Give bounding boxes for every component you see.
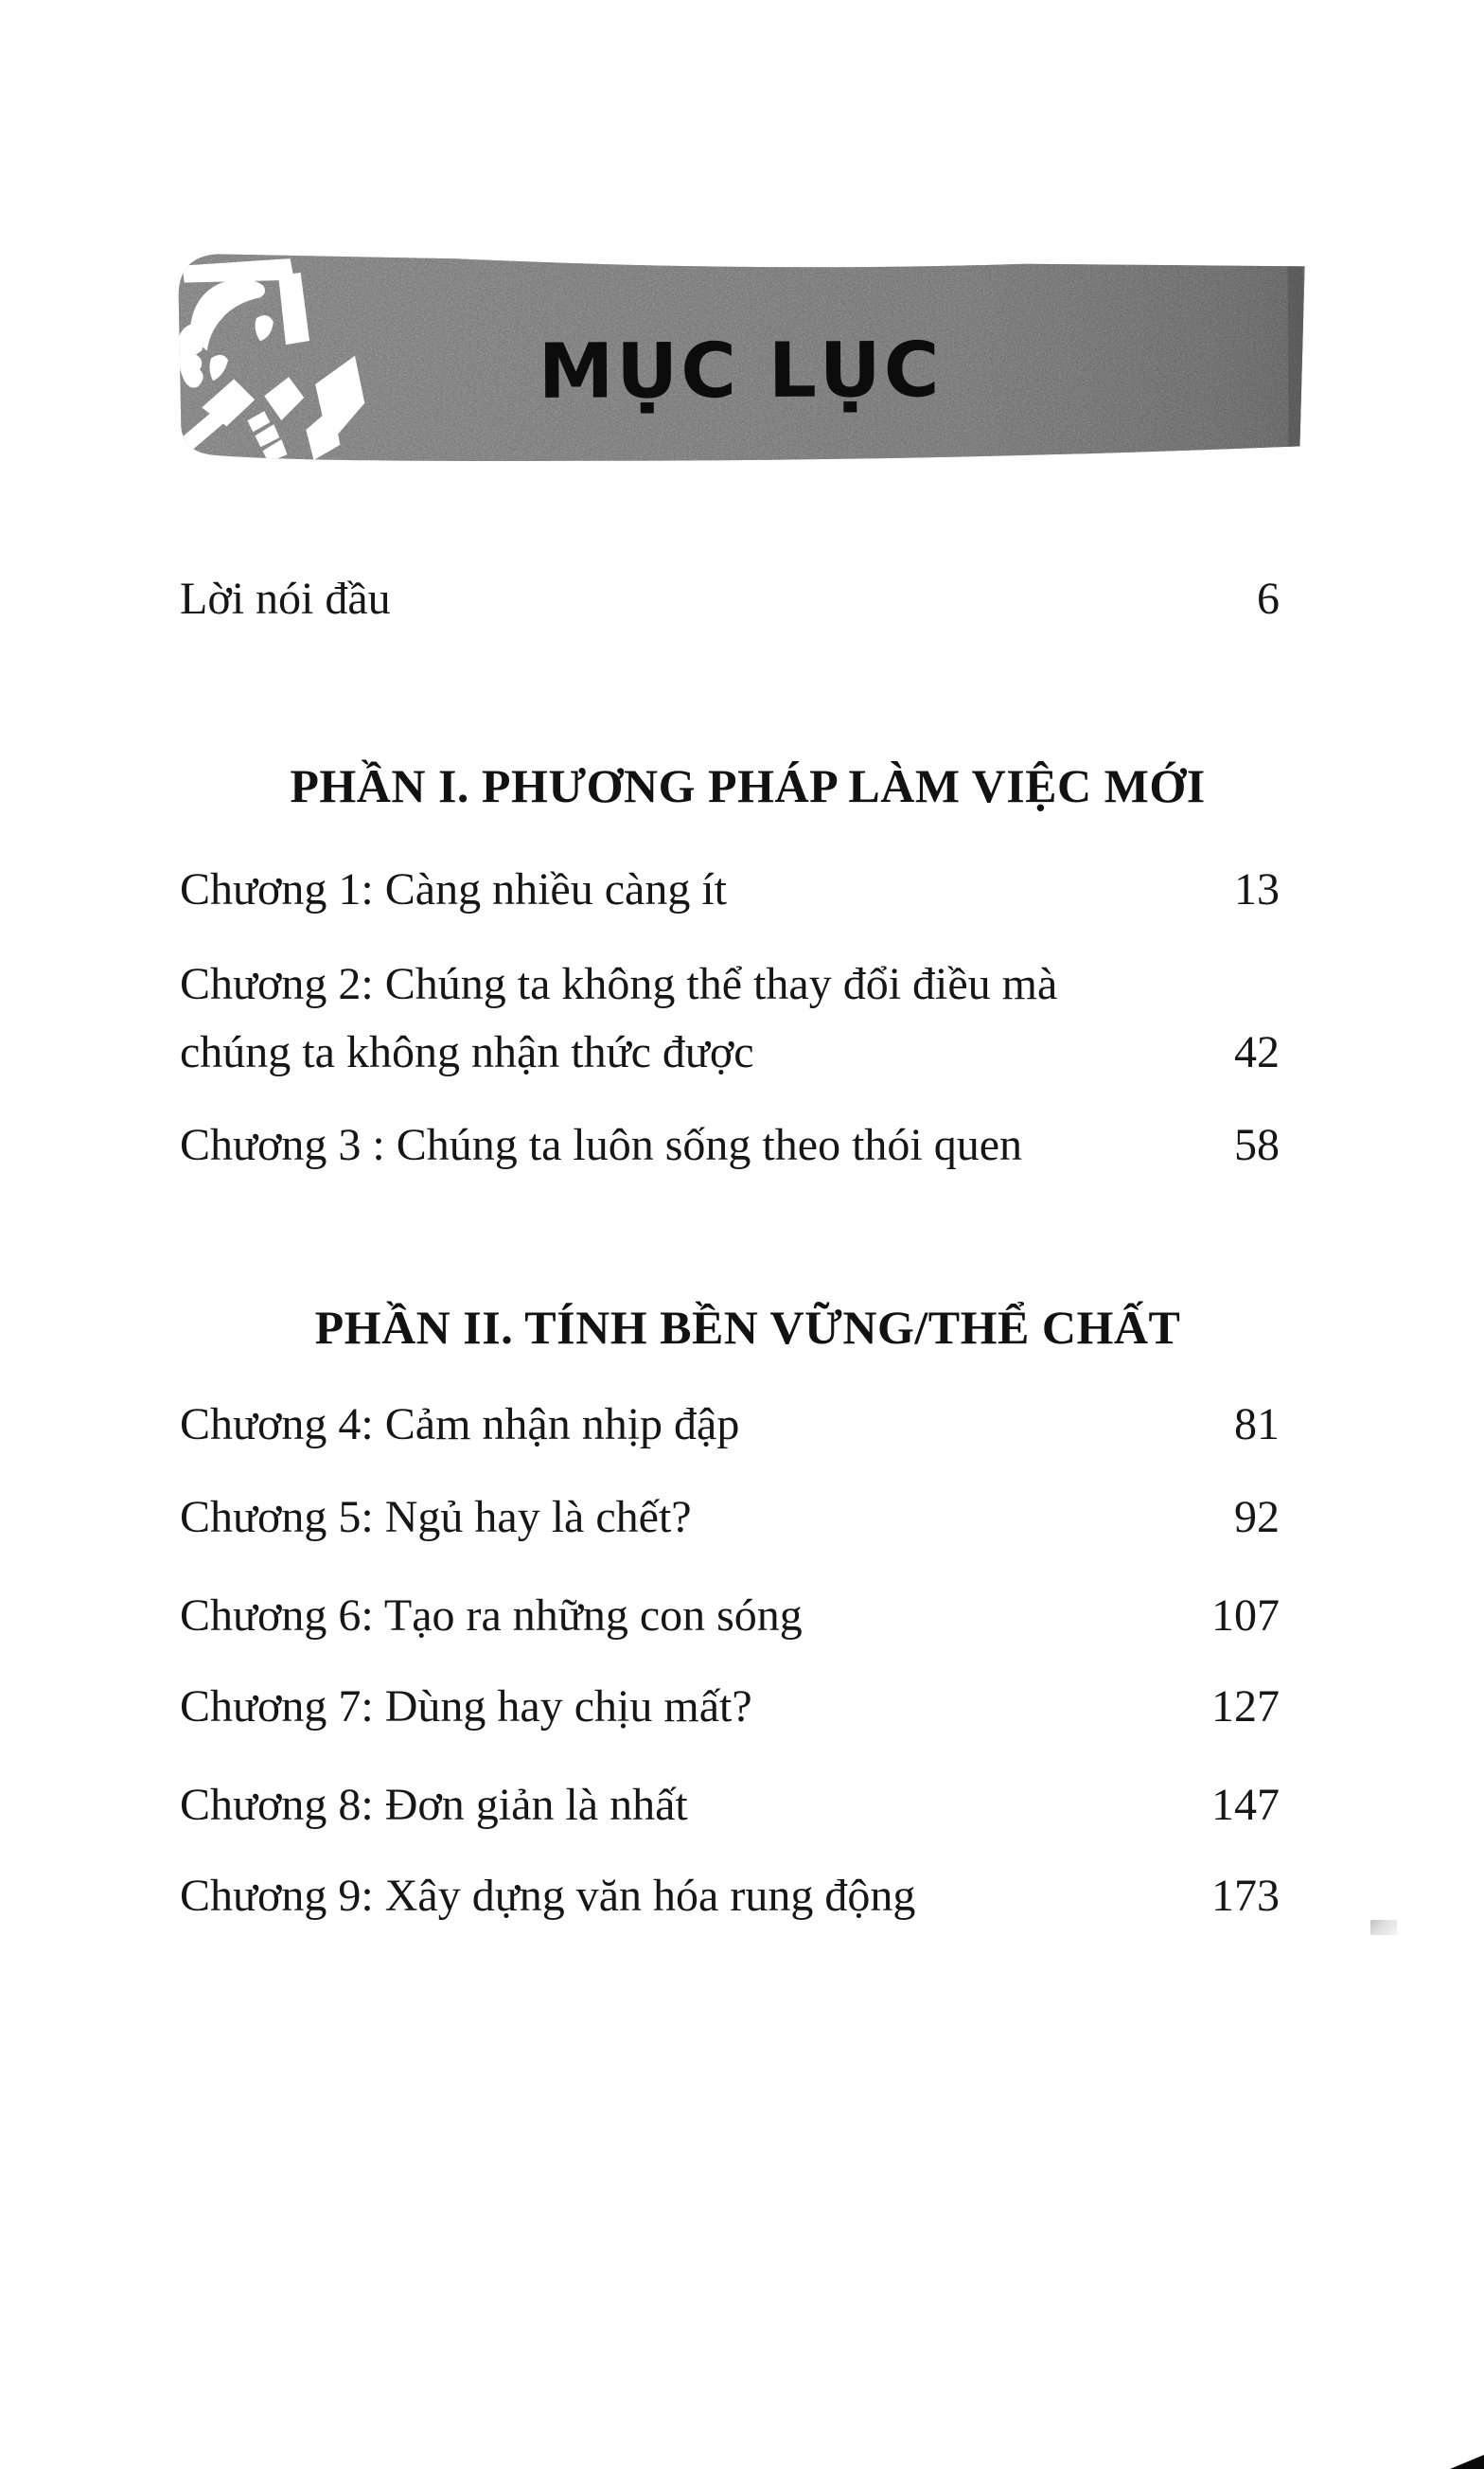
toc-title: Lời nói đầu [180, 574, 391, 624]
toc-page-number: 92 [1234, 1492, 1280, 1542]
banner-title: MỤC LỤC [538, 326, 943, 416]
toc-row-chapter-4 [180, 1394, 1280, 1455]
toc-title: Chương 6: Tạo ra những con sóng [180, 1590, 803, 1641]
toc-row-chapter-1 [180, 860, 1280, 920]
toc-row-chapter-6 [180, 1586, 1280, 1646]
toc-title: Chương 4: Cảm nhận nhịp đập [180, 1399, 740, 1449]
toc-page-number: 107 [1211, 1590, 1280, 1641]
section-heading-part-2: PHẦN II. TÍNH BỀN VỮNG/THỂ CHẤT [314, 1301, 1181, 1354]
toc-title-line-1: Chương 2: Chúng ta không thể thay đổi điều mà [180, 959, 1058, 1009]
page-corner-artifact [1450, 2455, 1484, 2469]
toc-row-chapter-8 [180, 1775, 1280, 1836]
toc-title-line-2: chúng ta không nhận thức được [180, 1027, 754, 1077]
toc-row-chapter-5 [180, 1487, 1280, 1548]
header-banner [172, 240, 1307, 464]
section-heading-part-1: PHẦN I. PHƯƠNG PHÁP LÀM VIỆC MỚI [290, 759, 1206, 812]
toc-title: Chương 5: Ngủ hay là chết? [180, 1492, 692, 1542]
toc-title: Chương 9: Xây dựng văn hóa rung động [180, 1871, 916, 1921]
toc-page-number: 13 [1234, 864, 1280, 915]
toc-page-number: 42 [1234, 1027, 1280, 1077]
toc-row-chapter-7 [180, 1677, 1280, 1737]
toc-row-front-matter [180, 569, 1280, 630]
toc-row-chapter-9 [180, 1866, 1280, 1927]
toc-page-number: 173 [1211, 1871, 1280, 1921]
toc-page-number: 6 [1257, 574, 1280, 624]
toc-title: Chương 3 : Chúng ta luôn sống theo thói quen [180, 1120, 1023, 1170]
toc-title: Chương 1: Càng nhiều càng ít [180, 864, 727, 915]
toc-title: Chương 7: Dùng hay chịu mất? [180, 1681, 752, 1732]
toc-row-chapter-3 [180, 1115, 1280, 1176]
toc-title: Chương 8: Đơn giản là nhất [180, 1780, 688, 1830]
toc-page-number: 81 [1234, 1399, 1280, 1449]
toc-page-number: 58 [1234, 1120, 1280, 1170]
toc-page-number: 147 [1211, 1780, 1280, 1830]
scan-smudge-artifact [1370, 1920, 1397, 1935]
toc-row-chapter-2 [180, 950, 1280, 1087]
toc-page-number: 127 [1211, 1681, 1280, 1732]
